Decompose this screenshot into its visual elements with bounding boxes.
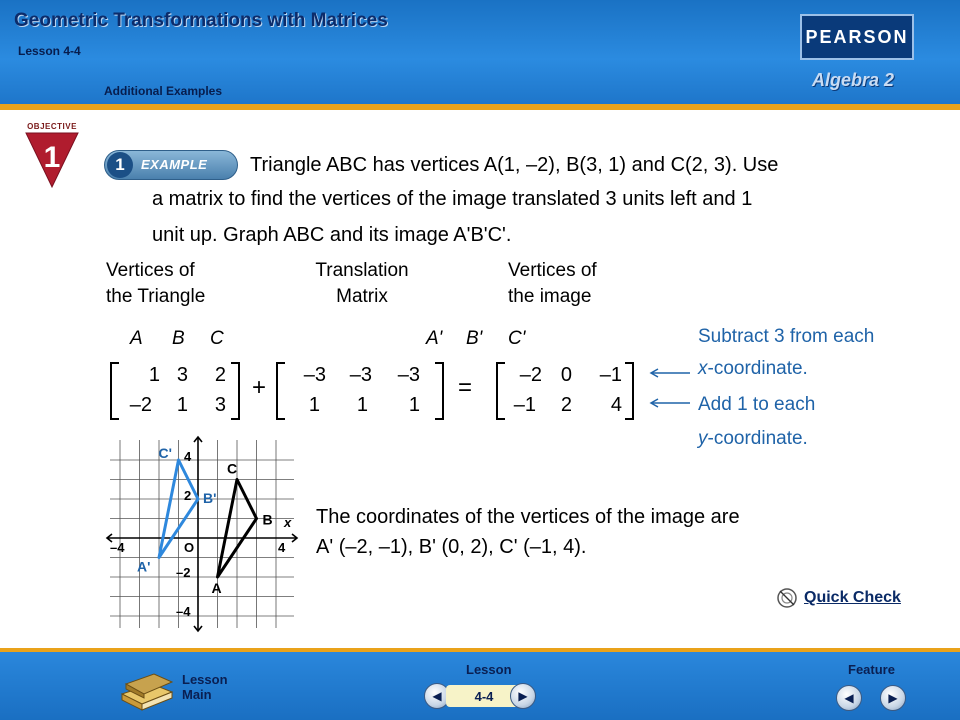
matrix-cell: –1 [513, 394, 536, 416]
lesson-main-label[interactable] [182, 672, 228, 702]
tick-label-x-pos4: 4 [278, 540, 286, 555]
result-line-2: A' (–2, –1), B' (0, 2), C' (–1, 4). [316, 536, 587, 558]
image-heading [508, 258, 597, 310]
label-B: B [172, 328, 185, 349]
tick-label-y-neg2: –2 [176, 565, 191, 580]
subtract-note-line1: Subtract 3 from each [698, 326, 875, 347]
tick-label-y-pos2: 2 [184, 488, 192, 503]
label-A: A [130, 328, 143, 349]
matrix-cell: 1 [356, 394, 368, 416]
label-B-prime: B' [466, 328, 483, 349]
add-note-line2 [698, 428, 808, 450]
bracket-right [625, 362, 634, 420]
problem-line-1: Triangle ABC has vertices A(1, –2), B(3, 1) and C(2, 3). Use [250, 154, 779, 176]
matrix-cell: 0 [560, 364, 572, 386]
matrix-cell: –1 [599, 364, 622, 386]
add-note-text: -coordinate. [707, 428, 808, 449]
translation-heading-line1: Translation [315, 260, 409, 281]
original-matrix [110, 362, 240, 420]
example-number: 1 [107, 152, 133, 178]
annotation-arrows [646, 366, 692, 412]
graph-axes [107, 437, 297, 631]
problem-line-3: unit up. Graph ABC and its image A'B'C'. [152, 224, 512, 246]
example-label: EXAMPLE [141, 157, 208, 172]
lesson-main-line1: Lesson [182, 672, 228, 687]
matrix-cell: –3 [303, 364, 326, 386]
label-C: C [210, 328, 224, 349]
subtract-note-text: -coordinate. [707, 358, 808, 379]
matrix-cell: 1 [148, 364, 160, 386]
graph-grid [110, 440, 294, 628]
matrix-cell: 2 [214, 364, 226, 386]
objective-badge [20, 122, 84, 194]
tick-label-x-neg4: –4 [110, 540, 125, 555]
bracket-left [276, 362, 285, 420]
image-matrix [496, 362, 634, 420]
point-label: B [262, 511, 273, 528]
image-heading-line1: Vertices of [508, 260, 597, 281]
point-label: A' [137, 558, 151, 575]
subtract-note-line2 [698, 358, 808, 380]
matrix-cell: –2 [519, 364, 542, 386]
origin-label: O [184, 540, 195, 555]
subtract-note-var: x [698, 358, 708, 379]
translation-heading-line2: Matrix [336, 286, 388, 307]
result-text [316, 502, 740, 562]
add-note-line1: Add 1 to each [698, 394, 816, 415]
section-label: Additional Examples [104, 84, 223, 98]
vertices-heading-line2: the Triangle [106, 286, 206, 307]
lesson-next-button[interactable] [510, 683, 536, 709]
lesson-main-books-icon[interactable] [118, 668, 176, 712]
bracket-right [435, 362, 444, 420]
result-line-1: The coordinates of the vertices of the image are [316, 506, 740, 528]
objective-number: 1 [43, 141, 61, 174]
matrix-cell: –3 [349, 364, 372, 386]
matrix-cell: –2 [129, 394, 152, 416]
equals-sign: = [458, 374, 473, 401]
matrix-cell: 3 [214, 394, 226, 416]
quick-check-label: Quick Check [804, 589, 901, 606]
x-axis-label: x [284, 515, 292, 530]
course-title: Algebra 2 [812, 70, 895, 90]
page-title: Geometric Transformations with Matrices [14, 10, 388, 31]
arrow-left-icon: ◀ [844, 691, 854, 705]
quick-check-icon [776, 587, 798, 609]
image-heading-line2: the image [508, 286, 592, 307]
point-label: C' [158, 445, 172, 461]
matrix-cell: 2 [560, 394, 572, 416]
arrow-right-icon: ▶ [518, 689, 528, 703]
lesson-label: Lesson 4-4 [18, 44, 81, 58]
label-C-prime: C' [508, 328, 526, 349]
header-divider [0, 104, 960, 110]
label-A-prime: A' [426, 328, 443, 349]
lesson-nav-label: Lesson [466, 662, 512, 677]
bracket-right [231, 362, 240, 420]
arrow-left-icon: ◀ [432, 689, 442, 703]
lesson-main-line2: Main [182, 687, 212, 702]
translation-matrix [276, 362, 444, 420]
quick-check-link[interactable] [776, 587, 901, 609]
vertices-heading-line1: Vertices of [106, 260, 195, 281]
point-label: A [211, 580, 222, 596]
plus-sign: + [252, 374, 267, 401]
coordinate-graph [104, 434, 302, 634]
translation-heading [304, 258, 420, 310]
matrix-cell: 1 [408, 394, 420, 416]
example-badge [104, 150, 238, 180]
arrow-right-icon: ▶ [888, 691, 898, 705]
point-label: B' [203, 490, 217, 506]
objective-label: OBJECTIVE [27, 122, 77, 131]
tick-label-y-pos4: 4 [184, 449, 192, 464]
matrix-cell: 4 [610, 394, 622, 416]
problem-line-2: a matrix to find the vertices of the image translated 3 units left and 1 [152, 188, 753, 210]
lesson-number: 4-4 [446, 685, 522, 707]
feature-prev-button[interactable] [836, 685, 862, 711]
feature-nav-label: Feature [848, 662, 895, 677]
add-note-var: y [698, 428, 708, 449]
feature-next-button[interactable] [880, 685, 906, 711]
tick-label-y-neg4: –4 [176, 604, 191, 619]
matrix-cell: 3 [176, 364, 188, 386]
matrix-cell: –3 [397, 364, 420, 386]
matrix-cell: 1 [176, 394, 188, 416]
publisher-logo: PEARSON [800, 14, 914, 60]
point-label: C [227, 460, 238, 477]
objective-shield-icon [20, 131, 84, 189]
matrix-cell: 1 [308, 394, 320, 416]
vertices-heading [106, 258, 205, 310]
